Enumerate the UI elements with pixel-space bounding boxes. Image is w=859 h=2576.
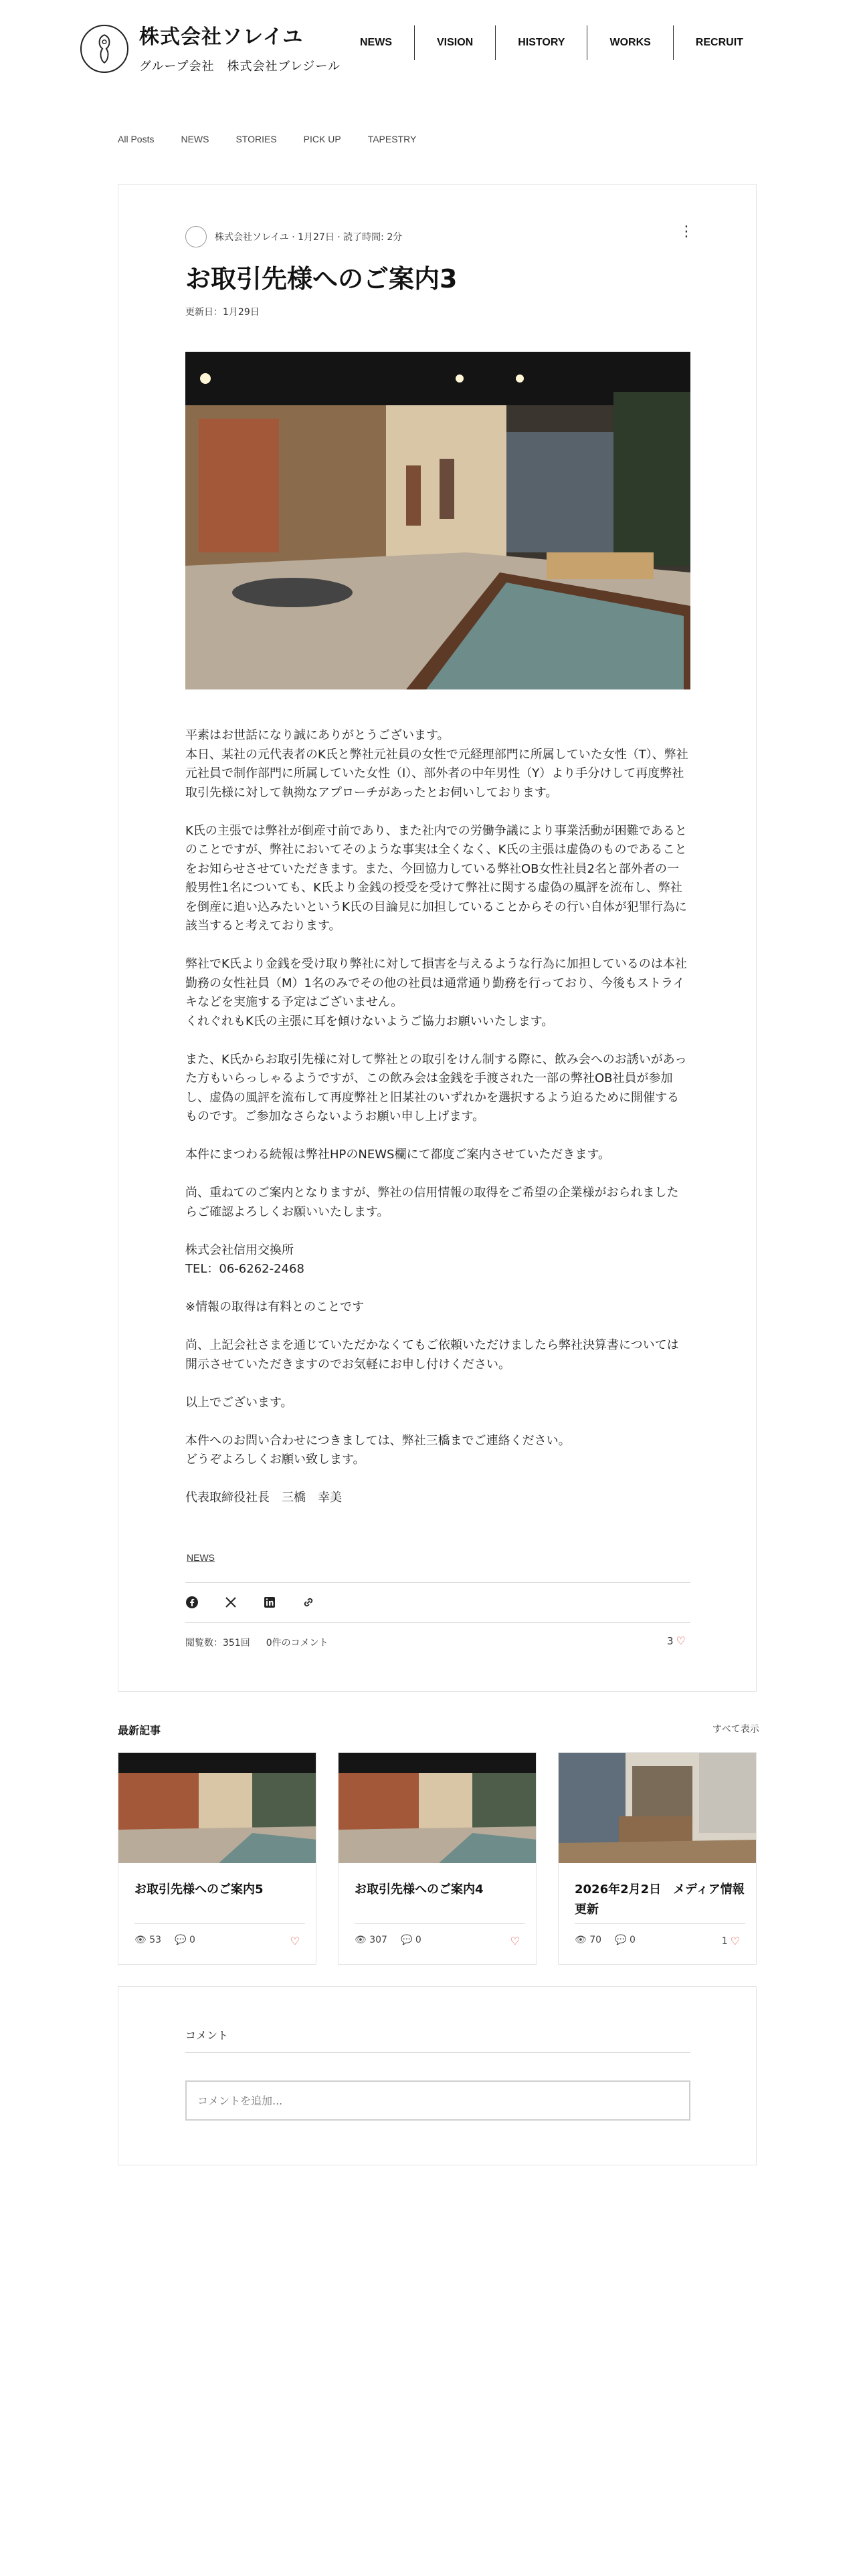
- nav-item-vision[interactable]: VISION: [414, 25, 495, 60]
- divider: [185, 1622, 690, 1623]
- category-pick-up[interactable]: PICK UP: [303, 134, 341, 144]
- body-paragraph: ※情報の取得は有料とのことです: [185, 1300, 365, 1314]
- category-all-posts[interactable]: All Posts: [118, 134, 155, 144]
- heart-icon: ♡: [730, 1935, 740, 1947]
- divider: [355, 1923, 525, 1924]
- comments-count[interactable]: 0件のコメント: [266, 1638, 328, 1648]
- eye-icon: 👁 53: [134, 1935, 162, 1945]
- post-stats: [185, 1636, 328, 1649]
- divider: [134, 1923, 305, 1924]
- post-tag-news[interactable]: NEWS: [187, 1552, 215, 1563]
- heart-icon: ♡: [510, 1935, 520, 1947]
- recent-comments: 0: [415, 1935, 421, 1945]
- x-twitter-icon[interactable]: [224, 1596, 237, 1609]
- post-body: [185, 726, 690, 1527]
- body-paragraph: 弊社でK氏より金銭を受け取り弊社に対して損害を与えるような行為に加担しているのは本社勤務の女性社員（M）1名のみでその他の社員は通常通り勤務を行っており、今後もストライキなどを実施する予定はございません。 くれぐれもK氏の主張に耳を傾けないようご協力お願いいたします。: [185, 957, 687, 1029]
- divider: [575, 1923, 745, 1924]
- site-header: [0, 0, 859, 100]
- nav-item-history[interactable]: HISTORY: [495, 25, 587, 60]
- category-tapestry[interactable]: TAPESTRY: [367, 134, 417, 144]
- category-news[interactable]: NEWS: [181, 134, 209, 144]
- link-icon[interactable]: [302, 1596, 315, 1609]
- body-paragraph: K氏の主張では弊社が倒産寸前であり、また社内での労働争議により事業活動が困難であるとのことですが、弊社においてそのような事実は全くなく、K氏の主張は虚偽のものであることをお知らせさせていただきます。また、今回協力している弊社OB女性社員2名と部外者の一般男性1名についても、K氏より金銭の授受を受けて弊社に関する虚偽の風評を流布し、弊社を倒産に追い込みたいというK氏の目論見に加担していることからその行い自体が犯罪行為に該当すると考えております。: [185, 823, 687, 933]
- nav-item-news[interactable]: NEWS: [360, 37, 392, 48]
- eye-icon: 👁 70: [575, 1935, 602, 1945]
- body-paragraph: 以上でございます。: [185, 1395, 293, 1410]
- updated-date: 更新日：1月29日: [185, 307, 260, 318]
- recent-post-title[interactable]: お取引先様へのご案内4: [355, 1883, 484, 1897]
- comment-icon: 💬 0: [175, 1935, 195, 1945]
- body-paragraph: 本件にまつわる続報は弊社HPのNEWS欄にて都度ご案内させていただきます。: [185, 1148, 611, 1162]
- recent-post-card[interactable]: [338, 1752, 537, 1965]
- recent-post-stats: [134, 1935, 195, 1945]
- body-paragraph: 本件へのお問い合わせにつきましては、弊社三橋までご連絡ください。 どうぞよろしくお願い致します。: [185, 1433, 571, 1467]
- facebook-icon[interactable]: [185, 1596, 199, 1609]
- like-button[interactable]: [288, 1935, 300, 1947]
- linkedin-icon[interactable]: [263, 1596, 276, 1609]
- like-button[interactable]: [667, 1634, 686, 1647]
- blog-post: [118, 184, 757, 1692]
- heart-icon: ♡: [676, 1634, 686, 1647]
- comment-icon: 💬 0: [615, 1935, 636, 1945]
- avatar[interactable]: [185, 226, 207, 247]
- post-title: お取引先様へのご案内3: [185, 264, 458, 294]
- comments-title: コメント: [185, 2029, 229, 2042]
- recent-likes: 1: [721, 1935, 728, 1947]
- more-options-icon[interactable]: ⋮: [679, 223, 694, 240]
- comments-section: [118, 1986, 757, 2165]
- body-paragraph: 尚、上記会社さまを通じていただかなくてもご依頼いただけましたら弊社決算書については開示させていただきますのでお気軽にお申し付けください。: [185, 1338, 679, 1372]
- see-all-link[interactable]: すべて表示: [712, 1724, 759, 1735]
- like-button[interactable]: [722, 1935, 740, 1947]
- recent-posts-heading: 最新記事: [118, 1724, 161, 1737]
- main-nav: [338, 25, 765, 60]
- category-stories[interactable]: STORIES: [235, 134, 277, 144]
- nav-item-works[interactable]: WORKS: [587, 25, 672, 60]
- recent-comments: 0: [189, 1935, 195, 1945]
- divider: [185, 1582, 690, 1583]
- recent-post-thumbnail[interactable]: [118, 1753, 316, 1863]
- body-paragraph: 株式会社信用交換所 TEL：06-6262-2468: [185, 1243, 304, 1276]
- recent-post-card[interactable]: [118, 1752, 316, 1965]
- likes-count: 3: [667, 1634, 674, 1647]
- body-paragraph: 尚、重ねてのご案内となりますが、弊社の信用情報の取得をご希望の企業様がおられましたらご確認よろしくお願いいたします。: [185, 1186, 679, 1219]
- nav-item-recruit[interactable]: RECRUIT: [673, 25, 765, 60]
- recent-post-stats: [575, 1935, 636, 1945]
- recent-views: 70: [589, 1935, 602, 1945]
- blog-category-menu: [118, 134, 416, 144]
- body-paragraph: 代表取締役社長 三橋 幸美: [185, 1491, 342, 1505]
- add-comment-input[interactable]: [185, 2080, 690, 2121]
- body-paragraph: 平素はお世話になり誠にありがとうございます。 本日、某社の元代表者のK氏と弊社元社員の女性で元経理部門に所属していた女性（T）、弊社元社員で制作部門に所属していた女性（I）、部外者の中年男性（Y）より手分けして再度弊社取引先様に対して執拗なアプローチがあったとお伺いしております。: [185, 728, 688, 800]
- comment-icon: 💬 0: [400, 1935, 421, 1945]
- recent-views: 307: [369, 1935, 387, 1945]
- body-paragraph: また、K氏からお取引先様に対して弊社との取引をけん制する際に、飲み会へのお誘いがあった方もいらっしゃるようですが、この飲み会は金銭を手渡された一部の弊社OB社員が参加し、虚偽の風評を流布して再度弊社と旧某社のいずれかを選択するよう迫るために開催するものです。ご参加なさらないようお願い申し上げます。: [185, 1052, 687, 1123]
- post-hero-image: [185, 352, 690, 689]
- views-count: 閲覧数：351回: [185, 1638, 250, 1648]
- divider: [185, 2052, 690, 2053]
- recent-post-thumbnail[interactable]: [559, 1753, 756, 1863]
- author-meta: [185, 226, 402, 247]
- share-bar: [185, 1596, 315, 1609]
- recent-post-thumbnail[interactable]: [339, 1753, 536, 1863]
- author-meta-text: 株式会社ソレイユ · 1月27日 · 読了時間: 2分: [215, 232, 403, 243]
- recent-views: 53: [149, 1935, 162, 1945]
- like-button[interactable]: [508, 1935, 520, 1947]
- recent-post-card[interactable]: [558, 1752, 757, 1965]
- eye-icon: 👁 307: [355, 1935, 387, 1945]
- recent-post-title[interactable]: 2026年2月2日 メディア情報更新: [575, 1883, 745, 1917]
- recent-post-title[interactable]: お取引先様へのご案内5: [134, 1883, 264, 1897]
- brand-subtitle: グループ会社 株式会社ブレジール: [139, 60, 341, 74]
- recent-comments: 0: [629, 1935, 636, 1945]
- heart-icon: ♡: [290, 1935, 300, 1947]
- company-logo-icon[interactable]: [80, 25, 128, 73]
- recent-post-stats: [355, 1935, 421, 1945]
- brand-title[interactable]: 株式会社ソレイユ: [139, 25, 304, 49]
